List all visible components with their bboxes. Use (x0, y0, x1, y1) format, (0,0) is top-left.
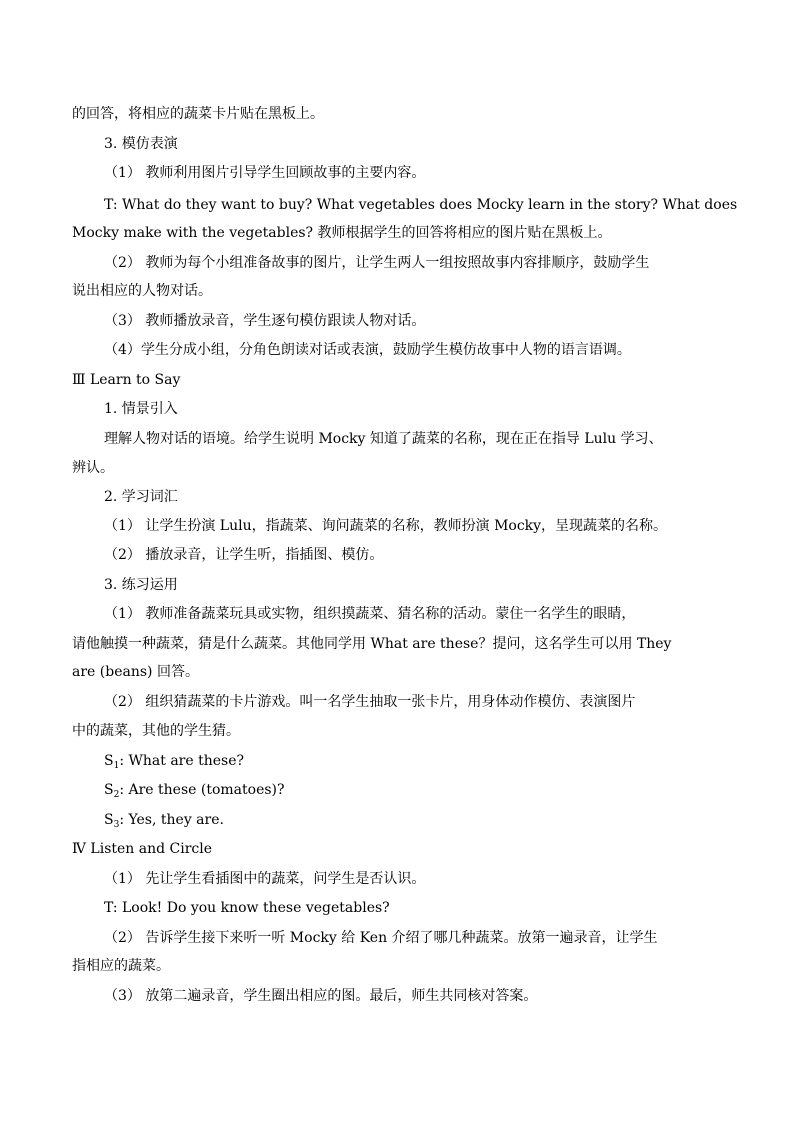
text-line: 理解人物对话的语境。给学生说明 Mocky 知道了蔬菜的名称，现在正在指导 Lulu 学习、 (104, 431, 663, 447)
text-line: （1） 教师利用图片引导学生回顾故事的主要内容。 (104, 165, 426, 181)
text-line: 辨认。 (72, 460, 114, 476)
subsection-heading: 2. 学习词汇 (104, 489, 178, 505)
text-line: 指相应的蔬菜。 (72, 958, 170, 974)
text-line: （2） 播放录音，让学生听，指插图、模仿。 (104, 547, 384, 563)
speaker-label: S (104, 812, 114, 828)
speaker-index: 3 (113, 820, 120, 830)
text-line: （2） 告诉学生接下来听一听 Mocky 给 Ken 介绍了哪几种蔬菜。放第一遍录音，让学生 (104, 930, 658, 946)
text-line: （2） 组织猜蔬菜的卡片游戏。叫一名学生抽取一张卡片，用身体动作模仿、表演图片 (104, 694, 636, 710)
dialogue-text: : Yes, they are. (119, 812, 224, 828)
text-line: （3） 教师播放录音，学生逐句模仿跟读人物对话。 (104, 313, 426, 329)
text-line: （4）学生分成小组，分角色朗读对话或表演，鼓励学生模仿故事中人物的语言语调。 (104, 342, 631, 358)
speaker-label: S (104, 782, 114, 798)
speaker-index: 1 (113, 761, 120, 771)
dialogue-text: : What are these? (119, 753, 245, 769)
text-line: 请他触摸一种蔬菜，猜是什么蔬菜。其他同学用 What are these？提问，这名学生可以用 They (72, 636, 672, 652)
text-line: （1） 教师准备蔬菜玩具或实物，组织摸蔬菜、猜名称的活动。蒙住一名学生的眼睛， (104, 606, 636, 622)
dialogue-line (104, 781, 754, 799)
text-line: （1） 让学生扮演 Lulu，指蔬菜、询问蔬菜的名称，教师扮演 Mocky，呈现蔬菜的名称。 (104, 518, 668, 534)
text-line: 中的蔬菜，其他的学生猜。 (72, 723, 240, 739)
text-line: （1） 先让学生看插图中的蔬菜，问学生是否认识。 (104, 871, 426, 887)
dialogue-line (104, 811, 754, 829)
text-line: （3） 放第二遍录音，学生圈出相应的图。最后，师生共同核对答案。 (104, 988, 538, 1004)
dialogue-line (104, 752, 754, 770)
dialogue-text: : Are these (tomatoes)? (119, 782, 285, 798)
speaker-index: 2 (113, 790, 120, 800)
text-line: are (beans) 回答。 (72, 664, 199, 680)
subsection-heading: 3. 练习运用 (104, 577, 178, 593)
speaker-label: S (104, 753, 114, 769)
section-heading: 3. 模仿表演 (104, 136, 178, 152)
text-line: （2） 教师为每个小组准备故事的图片，让学生两人一组按照故事内容排顺序，鼓励学生 (104, 255, 650, 271)
text-line: 的回答，将相应的蔬菜卡片贴在黑板上。 (72, 106, 324, 122)
text-line: T: What do they want to buy? What vegetables does Mocky learn in the story? What does (104, 197, 738, 213)
text-line: Mocky make with the vegetables? 教师根据学生的回答将相应的图片贴在黑板上。 (72, 225, 612, 241)
section-heading: Ⅳ Listen and Circle (72, 841, 213, 857)
subsection-heading: 1. 情景引入 (104, 401, 178, 417)
section-heading: Ⅲ Learn to Say (72, 372, 181, 388)
text-line: 说出相应的人物对话。 (72, 283, 212, 299)
text-line: T: Look! Do you know these vegetables? (104, 900, 390, 916)
